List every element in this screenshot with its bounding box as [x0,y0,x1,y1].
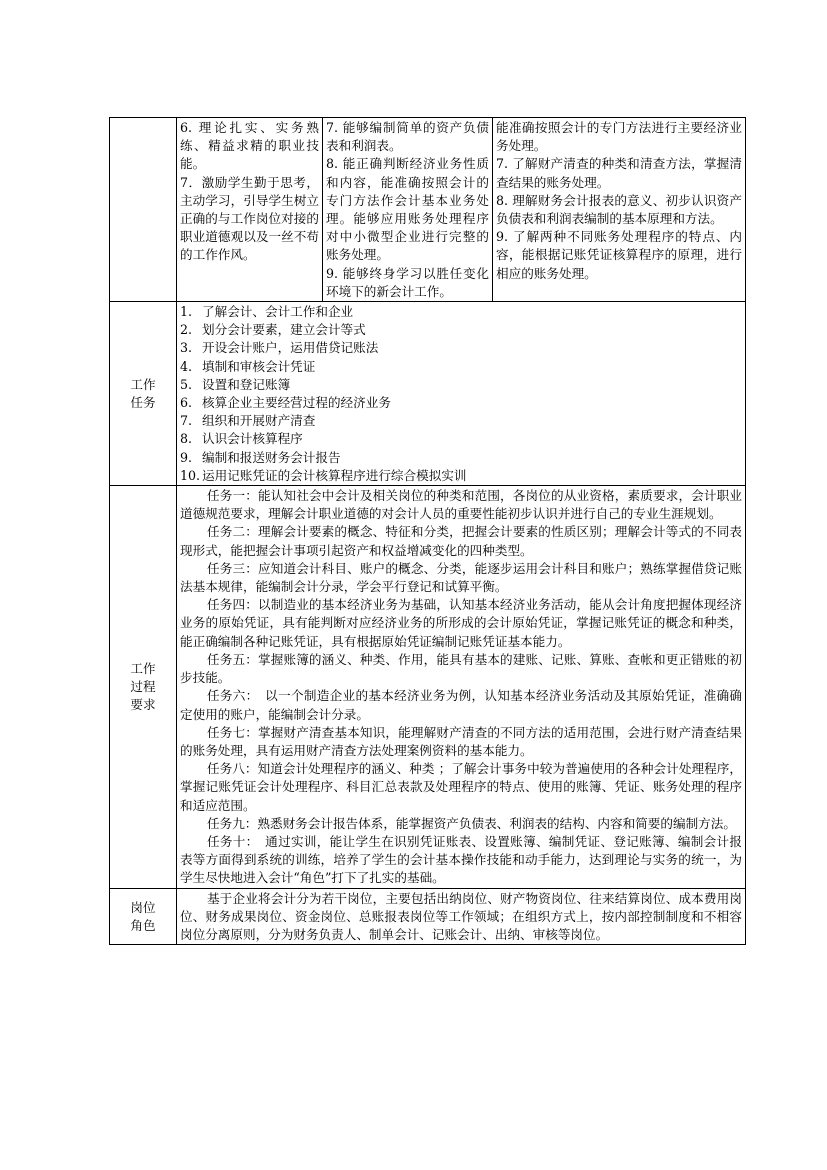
task-item: 4. 填制和审核会计凭证 [180,358,316,374]
objective-text: 8. 能正确判断经济业务性质和内容，能准确按照会计的专门方法作会计基本业务处理。能够应用账务处理程序对中小微型企业进行完整的账务处理。 [326,156,489,263]
label-line: 要求 [130,697,156,713]
objective-text: 7．激励学生勤于思考，主动学习，引导学生树立正确的与工作岗位对接的职业道德观以及一丝不苟的工作作风。 [180,174,319,263]
roles-content [177,888,746,945]
process-row [110,486,746,888]
work-tasks-label [110,302,177,486]
objectives-col3 [493,118,746,302]
process-paragraph: 任务五：掌握账簿的涵义、种类、作用，能具有基本的建账、记账、算账、查帐和更正错账的初步技能。 [180,651,742,686]
process-paragraph: 任务三：应知道会计科目、账户的概念、分类，能逐步运用会计科目和账户；熟练掌握借贷记账法基本规律，能编制会计分录，学会平行登记和试算平衡。 [180,560,742,595]
objective-text: 6. 理论扎实、实务熟练、精益求精的职业技能。 [180,120,319,172]
label-line: 工作 [130,660,156,676]
objective-text: 8. 理解财务会计报表的意义、初步认识资产负债表和利润表编制的基本原理和方法。 [496,192,742,227]
task-item: 1. 了解会计、会计工作和企业 [180,304,354,320]
task-item: 2. 划分会计要素，建立会计等式 [180,322,366,338]
process-paragraph: 任务一：能认知社会中会计及相关岗位的种类和范围，各岗位的从业资格，素质要求，会计职业道德规范要求，理解会计职业道德的对会计人员的重要性能初步认识并进行自己的专业生涯规划。 [180,488,742,522]
label-line: 工作 [130,376,156,392]
course-standard-table [109,117,746,945]
label-line: 过程 [130,679,156,695]
objectives-label-cell [110,118,177,302]
process-paragraph: 任务七：掌握财产清查基本知识，能理解财产清查的不同方法的适用范围，会进行财产清查结果的账务处理，具有运用财产清查方法处理案例资料的基本能力。 [180,724,742,758]
objective-text: 9. 了解两种不同账务处理程序的特点、内容，能根据记账凭证核算程序的原理，进行相应的账务处理。 [496,229,742,281]
objectives-col1 [177,118,323,302]
task-item: 8. 认识会计核算程序 [180,431,303,447]
process-paragraph: 任务四：以制造业的基本经济业务为基础，认知基本经济业务活动，能从会计角度把握体现经济业务的原始凭证，具有能判断对应经济业务的所形成的会计原始凭证，掌握记账凭证的概念和种类，能正确编制各种记账凭证，具有根据原始凭证编制记账凭证基本能力。 [180,597,742,649]
objective-text: 7. 了解财产清查的种类和清查方法，掌握清查结果的账务处理。 [496,156,742,190]
process-paragraph: 任务八：知道会计处理程序的涵义、种类 ；了解会计事务中较为普遍使用的各种会计处理程序，掌握记账凭证会计处理程序、科目汇总表款及处理程序的特点、使用的账簿、凭证、账务处理的程序和适应范围。 [180,761,742,813]
process-paragraph: 任务九：熟悉财务会计报告体系，能掌握资产负债表、利润表的结构、内容和简要的编制方法。 [207,815,736,831]
document-page [109,117,745,945]
roles-label [110,888,177,945]
objective-text: 9. 能够终身学习以胜任变化环境下的新会计工作。 [326,265,489,299]
task-item: 3. 开设会计账户，运用借贷记账法 [180,340,379,356]
work-tasks-row [110,302,746,486]
process-paragraph: 任务十： 通过实训，能让学生在识别凭证账表、设置账簿、编制凭证、登记账簿、编制会计报表等方面得到系统的训练，培养了学生的会计基本操作技能和动手能力，达到理论与实务的统一，为学生尽快地进入会计“角色”打下了扎实的基础。 [180,833,742,886]
label-line: 角色 [130,917,156,933]
label-line: 岗位 [130,899,156,915]
roles-paragraph: 基于企业将会计分为若干岗位，主要包括出纳岗位、财产物资岗位、往来结算岗位、成本费用岗位、财务成果岗位、资金岗位、总账报表岗位等工作领域；在组织方式上，按内部控制制度和不相容岗位分离原则，分为财务负责人、制单会计、记账会计、出纳、审核等岗位。 [180,890,742,942]
task-item: 10. 运用记账凭证的会计核算程序进行综合模拟实训 [180,467,467,483]
process-paragraph: 任务二：理解会计要素的概念、特征和分类，把握会计要素的性质区别；理解会计等式的不同表现形式，能把握会计事项引起资产和权益增减变化的四种类型。 [180,524,742,558]
roles-row [110,888,746,945]
process-content [177,486,746,888]
objective-text: 7. 能够编制简单的资产负债表和利润表。 [326,120,489,154]
task-item: 5. 设置和登记账簿 [180,376,291,392]
process-paragraph: 任务六： 以一个制造企业的基本经济业务为例，认知基本经济业务活动及其原始凭证，准确确定使用的账户，能编制会计分录。 [180,688,742,722]
task-item: 6. 核算企业主要经营过程的经济业务 [180,395,391,411]
objectives-row [110,118,746,302]
objectives-col2 [323,118,493,302]
task-item: 9. 编制和报送财务会计报告 [180,449,341,465]
process-label [110,486,177,888]
label-line: 任务 [130,395,156,411]
work-tasks-list [177,302,746,486]
objective-text: 能准确按照会计的专门方法进行主要经济业务处理。 [496,120,742,154]
task-item: 7. 组织和开展财产清查 [180,413,316,429]
